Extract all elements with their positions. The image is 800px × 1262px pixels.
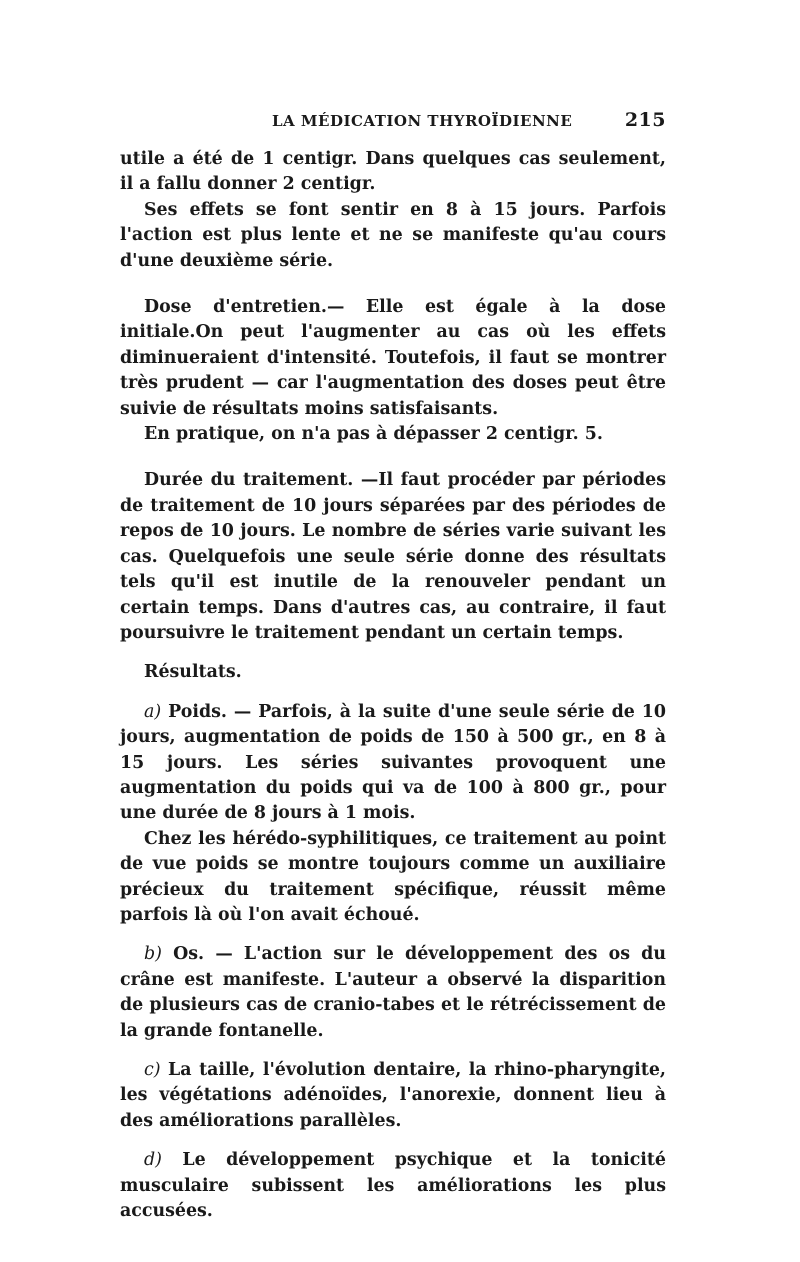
item-text: Le développement psychique et la tonicité musculaire subissent les améliorations les plus accusées. [120,1150,666,1222]
paragraph: utile a été de 1 centigr. Dans quelques cas seulement, il a fallu donner 2 centigr. [120,149,666,195]
page-body [120,147,666,1224]
item-label: d) [144,1150,162,1171]
paragraph-dose-entretien: Dose d'entretien.— Elle est égale à la dose initiale.On peut l'augmenter au cas où les effets diminueraient d'intensité. Toutefois, il faut se montrer très prudent — car l'augmentation des doses peut être suivie de résultats moins satisfaisants. [120,297,666,419]
paragraph: Ses effets se font sentir en 8 à 15 jours. Parfois l'action est plus lente et ne se manifeste qu'au cours d'une deuxième série. [120,199,666,271]
item-label: a) [144,701,162,722]
item-label: c) [144,1060,161,1080]
page-number: 215 [624,109,666,131]
paragraph-poids [120,700,666,827]
paragraph: En pratique, on n'a pas à dépasser 2 centigr. 5. [144,424,603,445]
item-text: Os. — L'action sur le développement des os du crâne est manifeste. L'auteur a observé la disparition de plusieurs cas de cranio-tabes et le rétrécissement de la grande fontanelle. [120,944,666,1041]
paragraph-duree-traitement: Durée du traitement. —Il faut procéder par périodes de traitement de 10 jours séparées par des périodes de repos de 10 jours. Le nombre de séries varie suivant les cas. Quelquefois une seule série donne des résultats tels qu'il est inutile de la renouveler pendant un certain temps. Dans d'autres cas, au contraire, il faut poursuivre le traitement pendant un certain temps. [120,470,666,643]
section-heading-resultats: Résultats. [144,662,242,683]
paragraph: Chez les hérédo-syphilitiques, ce traitement au point de vue poids se montre toujours comme un auxiliaire précieux du traitement spécifique, réussit même parfois là où l'on avait échoué. [120,828,666,925]
item-label: b) [144,944,162,965]
running-title: LA MÉDICATION THYROÏDIENNE [272,112,573,130]
paragraph-taille [120,1058,666,1134]
item-text: Poids. — Parfois, à la suite d'une seule série de 10 jours, augmentation de poids de 150 à 500 gr., en 8 à 15 jours. Les séries suivantes provoquent une augmentation du poids qui va de 100 à 800 gr., pour une durée de 8 jours à 1 mois. [120,701,666,824]
paragraph-os [120,942,666,1044]
paragraph-developpement-psychique [120,1148,666,1224]
item-text: La taille, l'évolution dentaire, la rhino-pharyngite, les végétations adénoïdes, l'anorexie, donnent lieu à des améliorations parallèles. [120,1060,666,1131]
